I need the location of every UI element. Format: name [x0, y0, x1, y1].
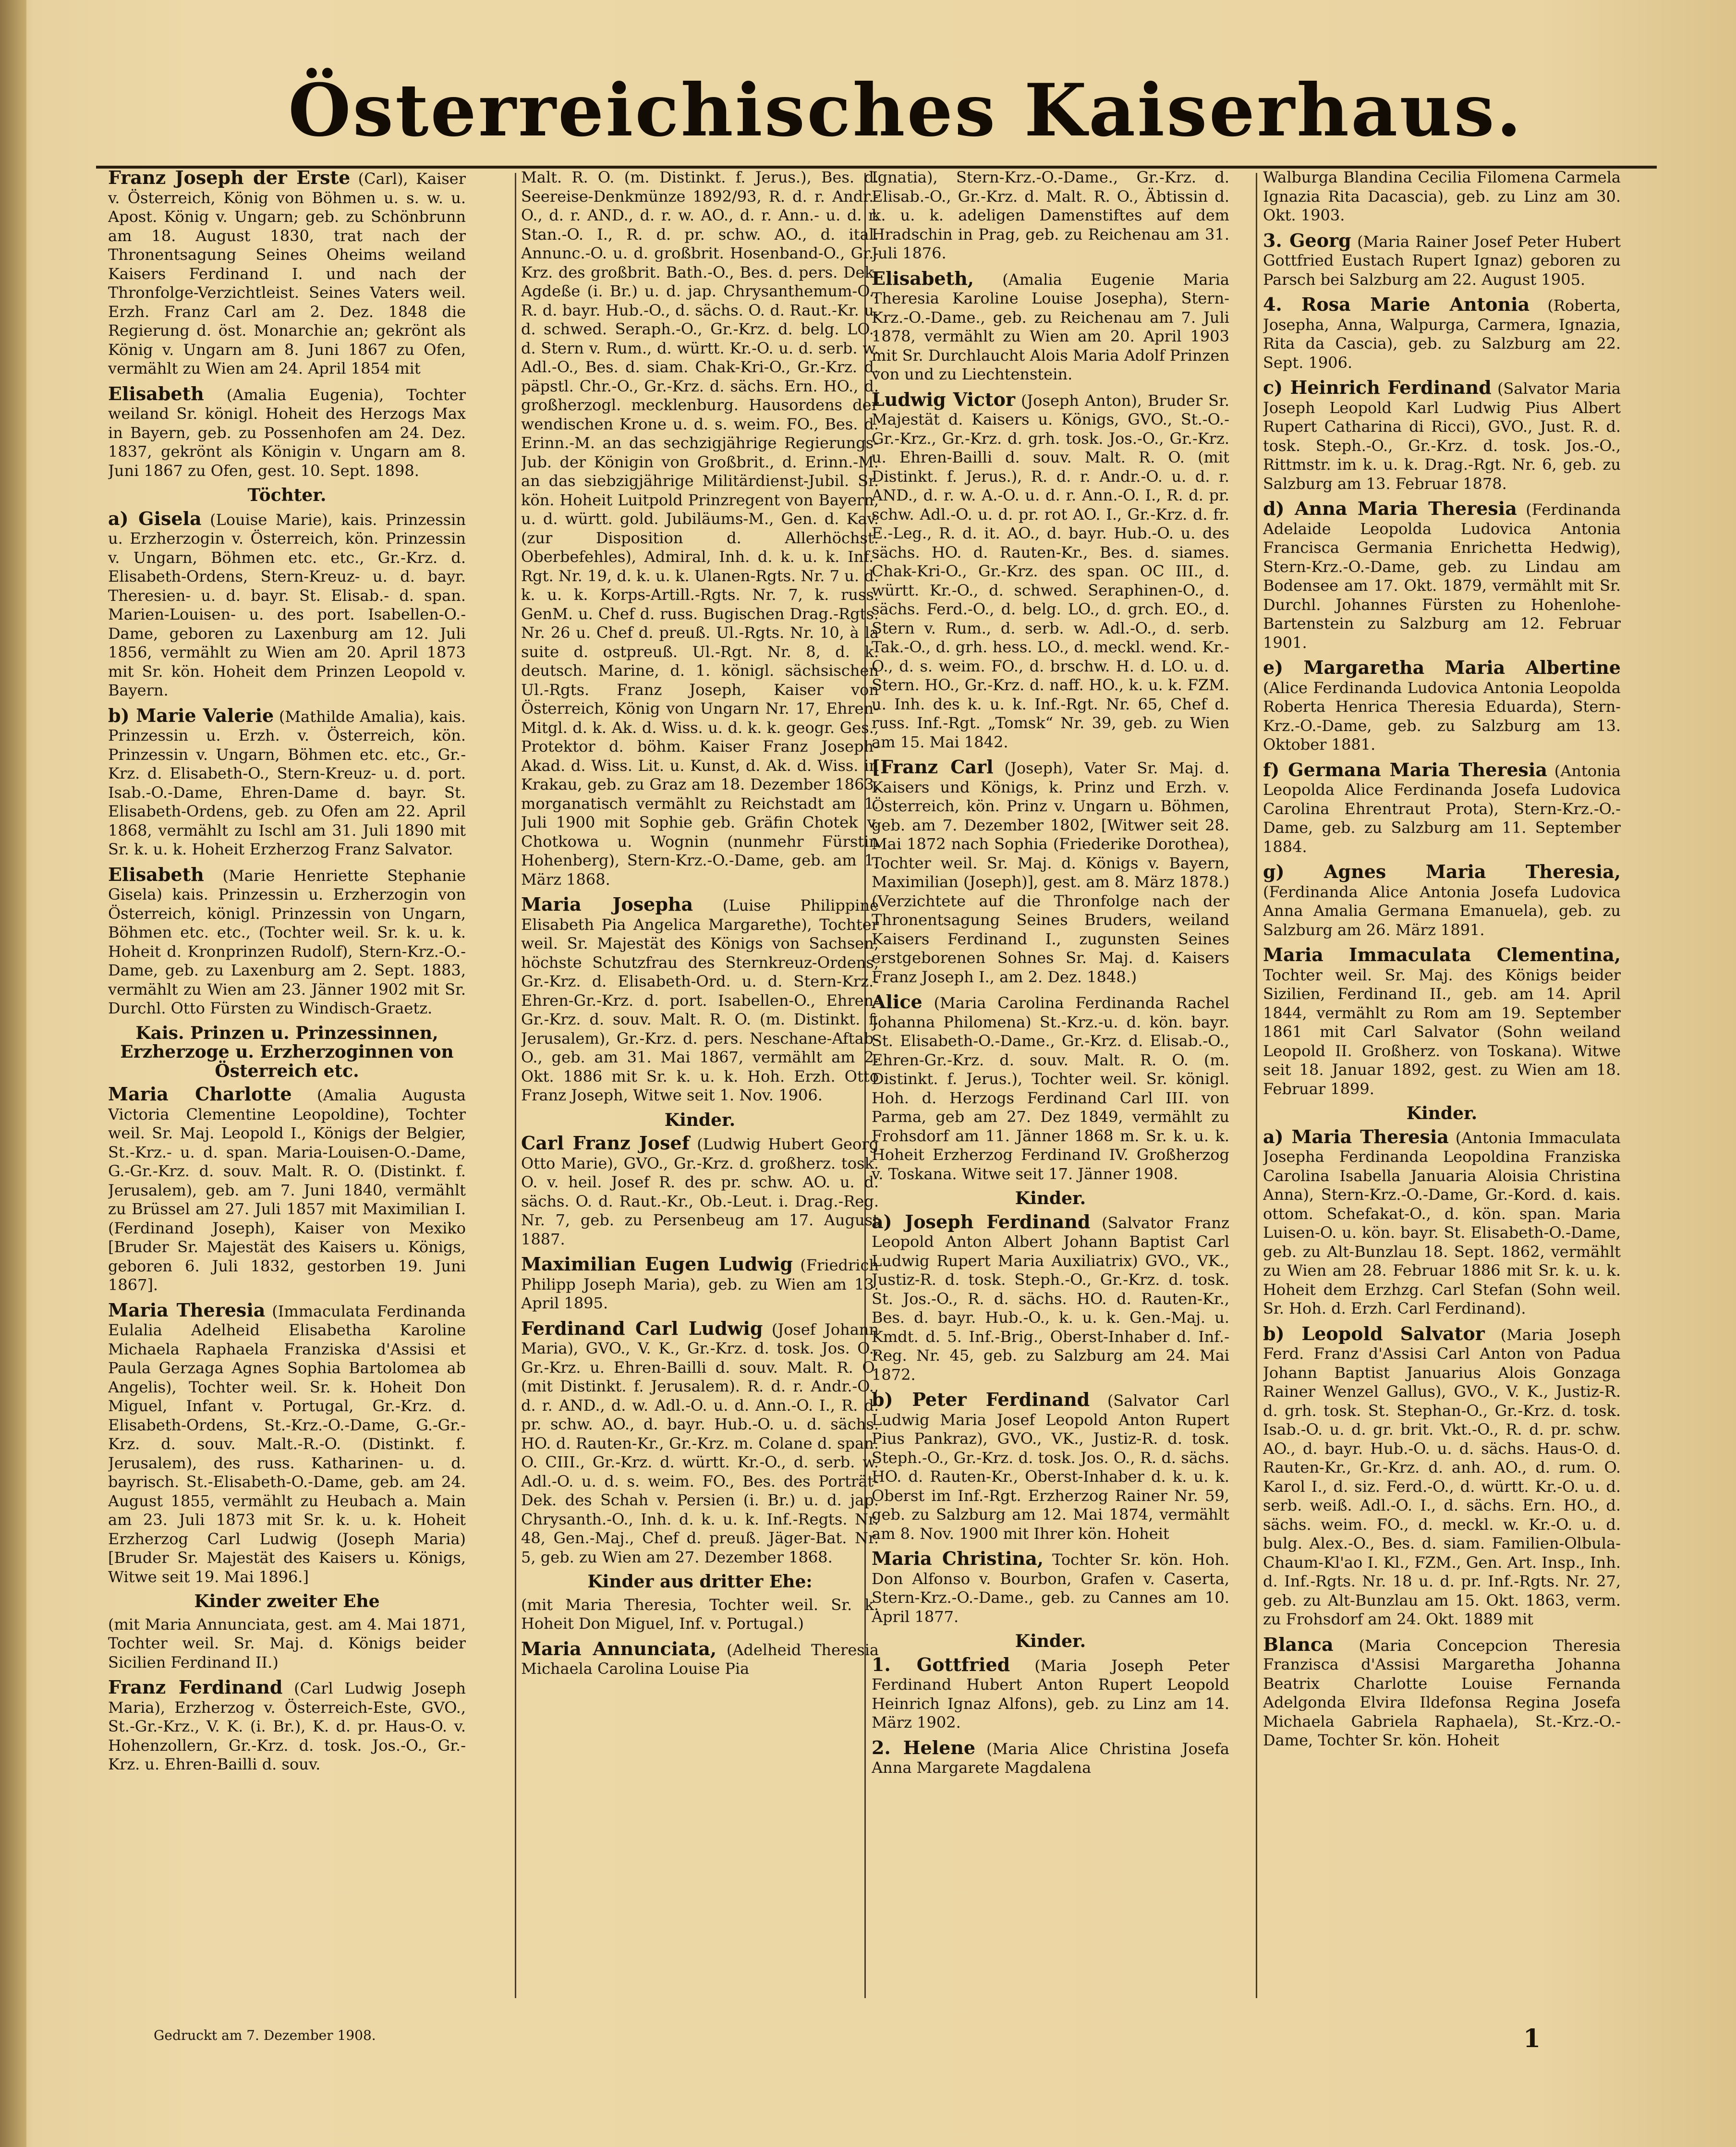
genealogy-entry	[108, 1678, 466, 1774]
entry-text: (Mathilde Amalia), kais. Prinzessin u. Erzh. v. Österreich, kön. Prinzessin v. Ungarn, Böhmen etc. etc., Gr.-Krz. d. Elisabeth-O., Stern-Kreuz- u. d. port. Isab.-O.-Dame, Ehren-Dame d. bayr. St. Elisabeth-Ordens, geb. zu Ofen am 22. April 1868, vermählt zu Ischl am 31. Juli 1890 mit Sr. k. u. k. Hoheit Erzherzog Franz Salvator.	[108, 707, 466, 858]
section-heading: Kinder.	[664, 1110, 736, 1130]
genealogy-entry	[521, 1596, 879, 1634]
entry-name: [Franz Carl	[872, 756, 994, 778]
genealogy-entry	[108, 1301, 466, 1587]
entry-text: (Joseph), Vater Sr. Maj. d. Kaisers und Königs, k. Prinz und Erzh. v. Österreich, kön. Prinz v. Ungarn u. Böhmen, geb. am 7. Dezember 1802, [Witwer seit 28. Mai 1872 nach Sophia (Friederike Dorothea), Tochter weil. Sr. Maj. d. Königs v. Bayern, Maximilian (Joseph)], gest. am 8. März 1878.) (Verzichtete auf die Thronfolge nach der Thronentsagung Seines Bruders, weiland Kaisers Ferdinand I., zugunsten Seines erstgeborenen Sohnes Sr. Maj. d. Kaisers Franz Joseph I., am 2. Dez. 1848.)	[872, 759, 1229, 986]
entry-name: Maria Josepha	[521, 893, 693, 915]
entry-name: Maria Immaculata Clementina,	[1263, 944, 1621, 965]
genealogy-entry	[872, 1212, 1229, 1385]
genealogy-entry	[1263, 658, 1621, 755]
entry-text: (Louise Marie), kais. Prinzessin u. Erzherzogin v. Österreich, kön. Prinzessin v. Ungarn, Böhmen etc. etc., Gr.-Krz. d. Elisabeth-Ordens, Stern-Kreuz- u. d. bayr. Theresien- u. d. bayr. St. Elisab.- d. span. Marien-Louisen- u. des port. Isabellen-O.-Dame, geboren zu Laxenburg am 12. Juli 1856, vermählt zu Wien am 20. April 1873 mit Sr. kön. Hoheit dem Prinzen Leopold v. Bayern.	[108, 510, 466, 699]
entry-name: Ferdinand Carl Ludwig	[521, 1317, 763, 1339]
entry-name: Alice	[872, 991, 923, 1013]
genealogy-entry	[872, 1390, 1229, 1543]
genealogy-entry	[872, 1655, 1229, 1732]
text-column-3	[872, 168, 1229, 2017]
section-heading: Kinder.	[1015, 1631, 1086, 1651]
genealogy-entry	[1263, 760, 1621, 857]
entry-text: (Amalia Eugenia), Tochter weiland Sr. königl. Hoheit des Herzogs Max in Bayern, geb. zu Possenhofen am 24. Dez. 1837, gekrönt als Königin v. Ungarn am 8. Juni 1867 zu Ofen, gest. 10. Sept. 1898.	[108, 385, 466, 480]
column-divider	[1256, 173, 1257, 1998]
entry-text: (Joseph Anton), Bruder Sr. Majestät d. Kaisers u. Königs, GVO., St.-O.-Gr.-Krz., Gr.-Krz. d. grh. tosk. Jos.-O., Gr.-Krz. u. Ehren-Bailli d. souv. Malt. R. O. (mit Distinkt. f. Jerus.), R. d. r. Andr.-O. u. d. r. AND., d. r. w. A.-O. u. d. r. Ann.-O. I., R. d. pr. schw. Adl.-O. u. d. pr. rot AO. I., Gr.-Krz. d. fr. E.-Leg., R. d. it. AO., d. bayr. Hub.-O. u. des sächs. HO. d. Rauten-Kr., Bes. d. siames. Chak-Kri-O., Gr.-Krz. des span. OC III., d. württ. Kr.-O., d. schwed. Seraphinen-O., d. sächs. Ferd.-O., d. belg. LO., d. grch. EO., d. Stern v. Rum., d. serb. w. Adl.-O., d. serb. Tak.-O., d. grh. hess. LO., d. meckl. wend. Kr.-O., d. s. weim. FO., d. brschw. H. d. LO. u. d. Stern. HO., Gr.-Krz. d. naff. HO., k. u. k. FZM. u. Inh. des k. u. k. Inf.-Rgt. Nr. 65, Chef d. russ. Inf.-Rgt. „Tomsk“ Nr. 39, geb. zu Wien am 15. Mai 1842.	[872, 391, 1229, 751]
genealogy-entry	[1263, 231, 1621, 290]
entry-name: g) Agnes Maria Theresia,	[1263, 861, 1621, 882]
entry-name: Blanca	[1263, 1633, 1334, 1655]
genealogy-entry	[1263, 1127, 1621, 1318]
entry-name: Maria Annunciata,	[521, 1637, 717, 1659]
entry-name: 3. Georg	[1263, 229, 1351, 251]
entry-text: (Amalia Eugenie Maria Theresia Karoline Louise Josepha), Stern-Krz.-O.-Dame., geb. zu Reichenau am 7. Juli 1878, vermählt zu Wien am 20. April 1903 mit Sr. Durchlaucht Alois Maria Adolf Prinzen von und zu Liechtenstein.	[872, 270, 1229, 383]
genealogy-entry	[1263, 1324, 1621, 1629]
page-gutter	[0, 0, 26, 2147]
section-heading: Kinder aus dritter Ehe:	[587, 1572, 813, 1592]
entry-name: b) Marie Valerie	[108, 704, 274, 726]
genealogy-entry	[1263, 862, 1621, 939]
genealogy-entry	[872, 757, 1229, 987]
entry-name: Maria Christina,	[872, 1548, 1044, 1569]
genealogy-entry	[521, 1319, 879, 1567]
entry-name: Maria Charlotte	[108, 1083, 292, 1105]
genealogy-entry	[1263, 945, 1621, 1098]
page-number: 1	[1523, 2024, 1541, 2053]
entry-text: (Salvator Maria Joseph Leopold Karl Ludwig Pius Albert Rupert Catharina di Ricci), GVO., Just. R. d. tosk. Steph.-O., Gr.-Krz. d. tosk. Jos.-O., Rittmstr. im k. u. k. Drag.-Rgt. Nr. 6, geb. zu Salzburg am 13. Februar 1878.	[1263, 379, 1621, 493]
entry-name: Elisabeth	[108, 863, 204, 885]
genealogy-entry	[872, 1549, 1229, 1626]
genealogy-entry	[521, 1134, 879, 1249]
genealogy-entry	[872, 992, 1229, 1183]
entry-name: a) Maria Theresia	[1263, 1125, 1449, 1147]
entry-text: Ignatia), Stern-Krz.-O.-Dame., Gr.-Krz. d. Elisab.-O., Gr.-Krz. d. Malt. R. O., Äbtissin d. k. u. k. adeligen Damenstiftes auf dem Hradschin in Prag, geb. zu Reichenau am 31. Juli 1876.	[872, 168, 1229, 262]
entry-text: (Roberta, Josepha, Anna, Walpurga, Carmera, Ignazia, Rita da Cascia), geb. zu Salzburg am 22. Sept. 1906.	[1263, 296, 1621, 372]
page-title: Österreichisches Kaiserhaus.	[288, 68, 1524, 153]
entry-name: c) Heinrich Ferdinand	[1263, 377, 1492, 398]
genealogy-entry	[872, 168, 1229, 263]
section-heading: Kinder.	[1406, 1103, 1478, 1123]
entry-text: (Amalia Augusta Victoria Clementine Leopoldine), Tochter weil. Sr. Maj. Leopold I., Königs der Belgier, St.-Krz.- u. d. span. Maria-Louisen-O.-Dame, G.-Gr.-Krz. d. souv. Malt. R. O. (Distinkt. f. Jerusalem), geb. am 7. Juni 1840, vermählt zu Brüssel am 27. Juli 1857 mit Maximilian I. (Ferdinand Joseph), Kaiser von Mexiko [Bruder Sr. Majestät des Kaisers u. Königs, geboren 6. Juli 1832, gestorben 19. Juni 1867].	[108, 1086, 466, 1294]
entry-name: Franz Ferdinand	[108, 1676, 283, 1698]
entry-text: (Marie Henriette Stephanie Gisela) kais. Prinzessin u. Erzherzogin von Österreich, königl. Prinzessin von Ungarn, Böhmen etc. etc., (Tochter weil. Sr. k. u. k. Hoheit d. Kronprinzen Rudolf), Stern-Krz.-O.-Dame, geb. zu Laxenburg am 2. Sept. 1883, vermählt zu Wien am 23. Jänner 1902 mit Sr. Durchl. Otto Fürsten zu Windisch-Graetz.	[108, 866, 466, 1017]
entry-name: b) Leopold Salvator	[1263, 1322, 1485, 1344]
entry-text: (Antonia Leopolda Alice Ferdinanda Josefa Ludovica Carolina Ehrentraut Prota), Stern-Krz.-O.-Dame, geb. zu Salzburg am 11. September 1884.	[1263, 761, 1621, 856]
section-heading: Kinder zweiter Ehe	[194, 1591, 380, 1611]
genealogy-entry	[872, 1738, 1229, 1778]
genealogy-entry	[108, 168, 466, 378]
section-heading: Töchter.	[247, 485, 327, 505]
entry-text: (Maria Carolina Ferdinanda Rachel Johanna Philomena) St.-Krz.-u. d. kön. bayr. St. Elisabeth-O.-Dame., Gr.-Krz. d. Elisab.-O., Ehren-Gr.-Krz. d. souv. Malt. R. O. (m. Distinkt. f. Jerus.), Tochter weil. Sr. königl. Hoh. d. Herzogs Ferdinand Carl III. von Parma, geb am 27. Dez 1849, vermählt zu Frohsdorf am 11. Jänner 1868 m. Sr. k. u. k. Hoheit Erzherzog Ferdinand IV. Großherzog v. Toskana. Witwe seit 17. Jänner 1908.	[872, 994, 1229, 1183]
genealogy-entry	[872, 269, 1229, 384]
entry-text: (Maria Alice Christina Josefa Anna Margarete Magdalena	[872, 1739, 1229, 1777]
genealogy-entry	[1263, 295, 1621, 372]
entry-text: (Maria Rainer Josef Peter Hubert Gottfried Eustach Rupert Ignaz) geboren zu Parsch bei Salzburg am 22. August 1905.	[1263, 232, 1621, 289]
entry-text: (Josef Johann Maria), GVO., V. K., Gr.-Krz. d. tosk. Jos. O., Gr.-Krz. u. Ehren-Bailli d. souv. Malt. R. O. (mit Distinkt. f. Jerusalem). R. d. r. Andr.-O., d. r. AND., d. w. Adl.-O. u. d. Ann.-O. I., R. d. pr. schw. AO., d. bayr. Hub.-O. u. d. sächs. HO. d. Rauten-Kr., Gr.-Krz. m. Colane d. span. O. CIII., Gr.-Krz. d. württ. Kr.-O., d. serb. w. Adl.-O. u. d. s. weim. FO., Bes. des Porträt-Dek. des Schah v. Persien (i. Br.) u. d. jap. Chrysanth.-O., Inh. d. k. u. k. Inf.-Regts. Nr. 48, Gen.-Maj., Chef d. preuß. Jäger-Bat. Nr. 5, geb. zu Wien am 27. Dezember 1868.	[521, 1320, 879, 1566]
entry-text: (Luise Philippine Elisabeth Pia Angelica Margarethe), Tochter weil. Sr. Majestät des Königs von Sachsen, höchste Schutzfrau des Sternkreuz-Ordens, Gr.-Krz. d. Elisabeth-Ord. u. d. Stern-Krz.-Ehren-Gr.-Krz. d. port. Isabellen-O., Ehren-Gr.-Krz. d. souv. Malt. R. O. (m. Distinkt. f. Jerusalem), Gr.-Krz. d. pers. Neschane-Aftab-O., geb. am 31. Mai 1867, vermählt am 2. Okt. 1886 mit Sr. k. u. k. Hoh. Erzh. Otto Franz Joseph, Witwe seit 1. Nov. 1906.	[521, 896, 879, 1104]
entry-text: (Immaculata Ferdinanda Eulalia Adelheid Elisabetha Karoline Michaela Raphaela Franziska d'Assisi et Paula Gerzaga Agnes Sophia Bartolomea ab Angelis), Tochter weil. Sr. k. Hoheit Don Miguel, Infant v. Portugal, Gr.-Krz. d. Elisabeth-Ordens, St.-Krz.-O.-Dame, G.-Gr.-Krz. d. souv. Malt.-R.-O. (Distinkt. f. Jerusalem), des russ. Katharinen- u. d. bayrisch. St.-Elisabeth-O.-Dame, geb. am 24. August 1855, vermählt zu Heubach a. Main am 23. Juli 1873 mit Sr. k. u. k. Hoheit Erzherzog Carl Ludwig (Joseph Maria) [Bruder Sr. Majestät des Kaisers u. Königs, Witwe seit 19. Mai 1896.]	[108, 1302, 466, 1586]
entry-text: Tochter weil. Sr. Maj. des Königs beider Sizilien, Ferdinand II., geb. am 14. April 1844, vermählt zu Rom am 19. September 1861 mit Carl Salvator (Sohn weiland Leopold II. Großherz. von Toskana). Witwe seit 18. Januar 1892, gest. zu Wien am 18. Februar 1899.	[1263, 965, 1621, 1098]
entry-text: (Maria Joseph Peter Ferdinand Hubert Anton Rupert Leopold Heinrich Ignaz Alfons), geb. zu Linz am 14. März 1902.	[872, 1656, 1229, 1732]
entry-text: (Salvator Franz Leopold Anton Albert Johann Baptist Carl Ludwig Rupert Maria Auxiliatrix) GVO., VK., Justiz-R. d. tosk. Steph.-O., Gr.-Krz. d. tosk. St. Jos.-O., R. d. sächs. HO. d. Rauten-Kr., Bes. d. bayr. Hub.-O., k. u. k. Gen.-Maj. u. Kmdt. d. 5. Inf.-Brig., Oberst-Inhaber d. Inf.-Reg. Nr. 45, geb. zu Salzburg am 24. Mai 1872.	[872, 1213, 1229, 1384]
genealogy-entry	[521, 895, 879, 1105]
entry-text: Malt. R. O. (m. Distinkt. f. Jerus.), Bes. d. Seereise-Denkmünze 1892/93, R. d. r. Andr.-O., d. r. AND., d. r. w. AO., d. r. Ann.- u. d. r. Stan.-O. I., R. d. pr. schw. AO., d. ital. Annunc.-O. u. d. großbrit. Hosenband-O., Gr.-Krz. des großbrit. Bath.-O., Bes. d. pers. Dek. Agdeße (i. Br.) u. d. jap. Chrysanthemum-O., R. d. bayr. Hub.-O., d. sächs. O. d. Raut.-Kr. u. d. schwed. Seraph.-O., Gr.-Krz. d. belg. LO., d. Stern v. Rum., d. württ. Kr.-O. u. d. serb. w. Adl.-O., Bes. d. siam. Chak-Kri-O., Gr.-Krz. d. päpstl. Chr.-O., Gr.-Krz. d. sächs. Ern. HO., d. großherzogl. mecklenburg. Hausordens der wendischen Krone u. d. s. weim. FO., Bes. d. Erinn.-M. an das sechzigjährige Regierungs-Jub. der Königin von Großbrit., d. Erinn.-M. an das siebzigjährige Militärdienst-Jubil. Sr. kön. Hoheit Luitpold Prinzregent von Bayern, u. d. württ. gold. Jubiläums-M., Gen. d. Kav. (zur Disposition d. Allerhöchst. Oberbefehles), Admiral, Inh. d. k. u. k. Inf.-Rgt. Nr. 19, d. k. u. k. Ulanen-Rgts. Nr. 7 u. d. k. u. k. Korps-Artill.-Rgts. Nr. 7, k. russ. GenM. u. Chef d. russ. Bugischen Drag.-Rgts. Nr. 26 u. Chef d. preuß. Ul.-Rgts. Nr. 10, à la suite d. ostpreuß. Ul.-Rgt. Nr. 8, d. k. deutsch. Marine, d. 1. königl. sächsischen Ul.-Rgts. Franz Joseph, Kaiser von Österreich, König von Ungarn Nr. 17, Ehren-Mitgl. d. k. Ak. d. Wiss. u. d. k. k. geogr. Ges., Protektor d. böhm. Kaiser Franz Joseph-Akad. d. Wiss. Lit. u. Kunst, d. Ak. d. Wiss. in Krakau, geb. zu Graz am 18. Dezember 1863, morganatisch vermählt zu Reichstadt am 1. Juli 1900 mit Sophie geb. Gräfin Chotek v. Chotkowa u. Wognin (nunmehr Fürstin Hohenberg), Stern-Krz.-O.-Dame, geb. am 1. März 1868.	[521, 168, 879, 889]
text-column-1	[108, 168, 466, 2017]
entry-name: a) Gisela	[108, 507, 202, 529]
genealogy-entry	[108, 865, 466, 1018]
genealogy-entry	[1263, 378, 1621, 493]
section-heading: Kais. Prinzen u. Prinzessinnen, Erzherzoge u. Erzherzoginnen von Österreich etc.	[120, 1023, 454, 1081]
entry-name: e) Margaretha Maria Albertine	[1263, 657, 1621, 678]
entry-text: (Carl Ludwig Joseph Maria), Erzherzog v. Österreich-Este, GVO., St.-Gr.-Krz., V. K. (i. Br.), K. d. pr. Haus-O. v. Hohenzollern, Gr.-Krz. d. tosk. Jos.-O., Gr.-Krz. u. Ehren-Bailli d. souv.	[108, 1679, 466, 1773]
entry-name: Elisabeth,	[872, 267, 974, 289]
entry-text: Walburga Blandina Cecilia Filomena Carmela Ignazia Rita Dacascia), geb. zu Linz am 30. Okt. 1903.	[1263, 168, 1621, 224]
entry-text: (mit Maria Annunciata, gest. am 4. Mai 1871, Tochter weil. Sr. Maj. d. Königs beider Sicilien Ferdinand II.)	[108, 1615, 466, 1671]
entry-name: Elisabeth	[108, 382, 204, 404]
entry-name: Maximilian Eugen Ludwig	[521, 1253, 793, 1275]
entry-name: 4. Rosa Marie Antonia	[1263, 293, 1530, 315]
entry-name: 2. Helene	[872, 1736, 976, 1758]
genealogy-entry	[108, 706, 466, 859]
text-column-4	[1263, 168, 1621, 2017]
entry-name: 1. Gottfried	[872, 1653, 1010, 1675]
entry-text: (Maria Concepcion Theresia Franzisca d'Assisi Margaretha Johanna Beatrix Charlotte Louise Fernanda Adelgonda Elvira Ildefonsa Regina Josefa Michaela Gabriela Raphaela), St.-Krz.-O.-Dame, Tochter Sr. kön. Hoheit	[1263, 1636, 1621, 1749]
genealogy-entry	[521, 1255, 879, 1313]
entry-name: Franz Joseph der Erste	[108, 168, 351, 188]
entry-text: (Ludwig Hubert Georg Otto Marie), GVO., Gr.-Krz. d. großherz. tosk. O. v. heil. Josef R. des pr. schw. AO. u. d. sächs. O. d. Raut.-Kr., Ob.-Leut. i. Drag.-Reg. Nr. 7, geb. zu Persenbeug am 17. August 1887.	[521, 1135, 879, 1248]
genealogy-entry	[521, 168, 879, 889]
entry-text: (Ferdinanda Alice Antonia Josefa Ludovica Anna Amalia Germana Emanuela), geb. zu Salzburg am 26. März 1891.	[1263, 882, 1621, 939]
print-date: Gedruckt am 7. Dezember 1908.	[154, 2027, 376, 2043]
genealogy-entry	[108, 1085, 466, 1295]
genealogy-entry	[1263, 1635, 1621, 1750]
genealogy-entry	[108, 384, 466, 481]
section-heading: Kinder.	[1015, 1188, 1086, 1208]
entry-name: Ludwig Victor	[872, 388, 1015, 410]
genealogy-entry	[1263, 499, 1621, 652]
entry-text: (Adelheid Theresia Michaela Carolina Louise Pia	[521, 1640, 879, 1678]
genealogy-entry	[521, 1639, 879, 1679]
entry-text: (Salvator Carl Ludwig Maria Josef Leopold Anton Rupert Pius Pankraz), GVO., VK., Justiz-R. d. tosk. Steph.-O., Gr.-Krz. d. tosk. Jos. O., R. d. sächs. HO. d. Rauten-Kr., Oberst-Inhaber d. k. u. k. Oberst im Inf.-Rgt. Erzherzog Rainer Nr. 59, geb. zu Salzburg am 12. Mai 1874, vermählt am 8. Nov. 1900 mit Ihrer kön. Hoheit	[872, 1391, 1229, 1543]
entry-text: (Maria Joseph Ferd. Franz d'Assisi Carl Anton von Padua Johann Baptist Januarius Alois Gonzaga Rainer Wenzel Gallus), GVO., V. K., Justiz-R. d. grh. tosk. St. Stephan-O., Gr.-Krz. d. tosk. Isab.-O. u. d. gr. brit. Vkt.-O., R. d. pr. schw. AO., d. bayr. Hub.-O. u. d. sächs. Haus-O. d. Rauten-Kr., Gr.-Krz. d. anh. AO., d. rum. O. Karol I., d. siz. Ferd.-O., d. württ. Kr.-O. u. d. serb. weiß. Adl.-O. I., d. sächs. Ern. HO., d. sächs. weim. FO., d. meckl. w. Kr.-O. u. d. bulg. Alex.-O., Bes. d. siam. Familien-Olbula-Chaum-Kl'ao I. Kl., FZM., Gen. Art. Insp., Inh. d. Inf.-Rgts. Nr. 18 u. d. pr. Inf.-Rgts. Nr. 27, geb. zu Alt-Bunzlau am 15. Okt. 1863, verm. zu Frohsdorf am 24. Okt. 1889 mit	[1263, 1325, 1621, 1628]
entry-name: Carl Franz Josef	[521, 1132, 690, 1154]
genealogy-entry	[872, 390, 1229, 752]
entry-text: (Carl), Kaiser v. Österreich, König von Böhmen u. s. w. u. Apost. König v. Ungarn; geb. zu Schönbrunn am 18. August 1830, trat nach der Thronentsagung Seines Oheims weiland Kaisers Ferdinand I. und nach der Thronfolge-Verzichtleist. Seines Vaters weil. Erzh. Franz Carl am 2. Dez. 1848 die Regierung d. öst. Monarchie an; gekrönt als König v. Ungarn am 8. Juni 1867 zu Ofen, vermählt zu Wien am 24. April 1854 mit	[108, 170, 466, 378]
genealogy-entry	[1263, 168, 1621, 225]
genealogy-entry	[108, 1615, 466, 1672]
entry-name: f) Germana Maria Theresia	[1263, 758, 1547, 781]
entry-text: (Antonia Immaculata Josepha Ferdinanda Leopoldina Franziska Carolina Isabella Januaria Aloisia Christina Anna), Stern-Krz.-O.-Dame, Gr.-Kord. d. kais. ottom. Schefakat-O., d. kön. span. Maria Luisen-O. u. kön. bayr. St. Elisabeth-O.-Dame, geb. zu Alt-Bunzlau 18. Sept. 1862, vermählt zu Wien am 28. Februar 1886 mit Sr. k. u. k. Hoheit dem Erzhzg. Carl Stefan (Sohn weil. Sr. Hoh. d. Erzh. Carl Ferdinand).	[1263, 1128, 1621, 1317]
entry-name: d) Anna Maria Theresia	[1263, 498, 1517, 519]
entry-name: b) Peter Ferdinand	[872, 1389, 1090, 1410]
entry-text: (mit Maria Theresia, Tochter weil. Sr. k. Hoheit Don Miguel, Inf. v. Portugal.)	[521, 1595, 879, 1633]
entry-text: (Friedrich Philipp Joseph Maria), geb. zu Wien am 13. April 1895.	[521, 1256, 879, 1312]
text-column-2	[521, 168, 879, 2017]
entry-name: Maria Theresia	[108, 1299, 266, 1321]
entry-text: (Ferdinanda Adelaide Leopolda Ludovica Antonia Francisca Germania Enrichetta Hedwig), Stern-Krz.-O.-Dame, geb. zu Lindau am Bodensee am 17. Okt. 1879, vermählt mit Sr. Durchl. Johannes Fürsten zu Hohenlohe-Bartenstein zu Salzburg am 12. Februar 1901.	[1263, 500, 1621, 652]
genealogy-entry	[108, 509, 466, 700]
entry-text: (Alice Ferdinanda Ludovica Antonia Leopolda Roberta Henrica Theresia Eduarda), Stern-Krz.-O.-Dame, geb. zu Salzburg am 13. Oktober 1881.	[1263, 678, 1621, 754]
column-divider	[515, 173, 516, 1998]
entry-text: Tochter Sr. kön. Hoh. Don Alfonso v. Bourbon, Grafen v. Caserta, Stern-Krz.-O.-Dame., geb. zu Cannes am 10. April 1877.	[872, 1550, 1229, 1626]
entry-name: a) Joseph Ferdinand	[872, 1210, 1091, 1232]
